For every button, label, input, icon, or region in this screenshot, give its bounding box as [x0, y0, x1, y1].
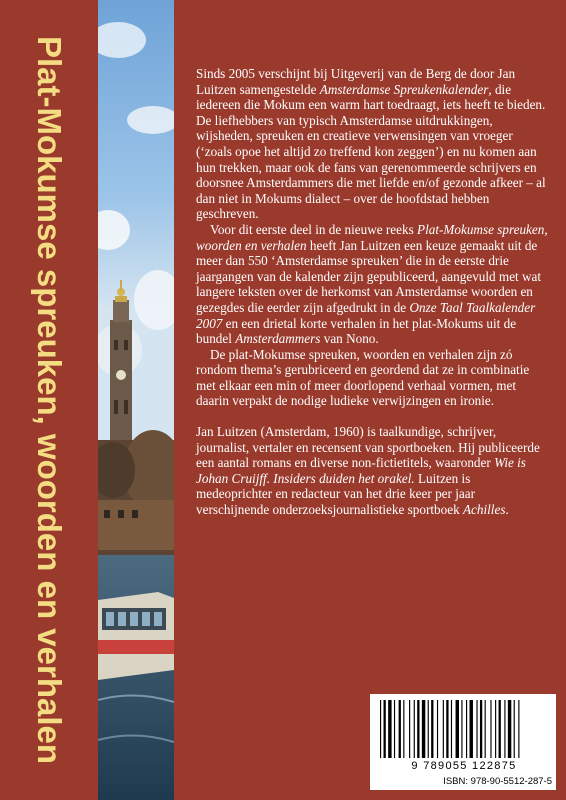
isbn-barcode [370, 694, 556, 790]
barcode-bars [376, 700, 550, 762]
spine-title-text: Plat-Mokumse spreuken, woorden en verhalen [31, 35, 68, 765]
paragraph-themes: De plat-Mokumse spreuken, woorden en verhalen zijn zó rondom thema’s gerubriceerd en geordend dat ze in combinatie met elkaar een min of meer doorlopend verhaal vormen, met daarin verpakt de nodige ludieke verwijzingen en ironie. [196, 346, 530, 409]
isbn-number: ISBN: 978-90-5512-287-5 [443, 776, 552, 787]
spine-title [0, 0, 98, 800]
paragraph-author-bio: Jan Luitzen (Amsterdam, 1960) is taalkundige, schrijver, journalist, vertaler en recensent van sportboeken. Hij publiceerde een aantal romans en diverse non-fictietitels, waaronder Wie is Johan Cruijff. Insiders duiden het orakel. Luitzen is medeoprichter en redacteur van het drie keer per jaar verschijnende onderzoeksjournalistieke sportboek Achilles. [196, 424, 540, 518]
paragraph-selection: Voor dit eerste deel in de nieuwe reeks Plat-Mokumse spreuken, woorden en verhalen heeft Jan Luitzen een keuze gemaakt uit de meer dan 550 ‘Amsterdamse spreuken’ die in de eerste drie jaargangen van de kalender zijn gepubliceerd, aangevuld met wat langere teksten over de herkomst van Amsterdamse woorden en gezegdes die eerder zijn afgedrukt in de Onze Taal Taalkalender 2007 en een drietal korte verhalen in het plat-Mokums uit de bundel Amsterdammers van Nono. [196, 221, 548, 347]
paragraph-intro: Sinds 2005 verschijnt bij Uitgeverij van de Berg de door Jan Luitzen samengestelde Amsterdamse Spreukenkalender, die iedereen die Mokum een warm hart toedraagt, iets heeft te bieden. De liefhebbers van typisch Amsterdamse uitdrukkingen, wijsheden, spreuken en creatieve verwensingen van vroeger (‘zoals opoe het altijd zo treffend kon zeggen’) en nu komen aan hun trekken, maar ook de fans van gerenommeerde schrijvers en doorsnee Amsterdammers die met liefde en/of gezonde afkeer – al dan niet in Mokums dialect – over de hoofdstad hebben geschreven. [196, 66, 546, 222]
amsterdam-canal-photo [98, 0, 174, 800]
barcode-digits: 9 789055 122875 [411, 760, 517, 772]
back-cover-text [196, 66, 548, 518]
